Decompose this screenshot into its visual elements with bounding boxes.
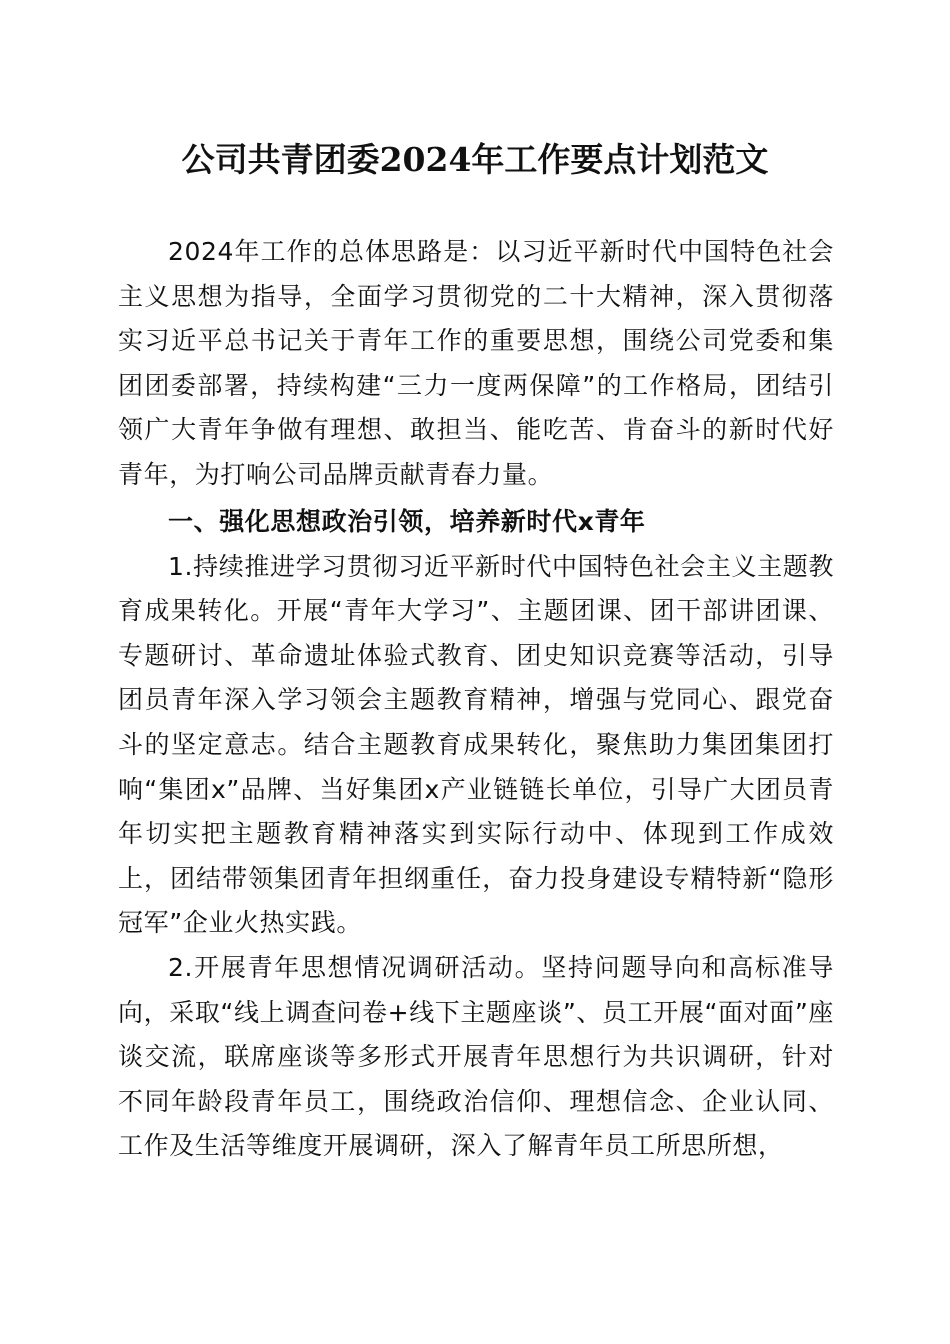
item-paragraph-1: 1.持续推进学习贯彻习近平新时代中国特色社会主义主题教育成果转化。开展“青年大学习”、主题团课、团干部讲团课、专题研讨、革命遗址体验式教育、团史知识竞赛等活动，引导团员青年深入学习领会主题教育精神，增强与党同心、跟党奋斗的坚定意志。结合主题教育成果转化，聚焦助力集团集团打响“集团x”品牌、当好集团x产业链链长单位，引导广大团员青年切实把主题教育精神落实到实际行动中、体现到工作成效上，团结带领集团青年担纲重任，奋力投身建设专精特新“隐形冠军”企业火热实践。 <box>118 551 834 938</box>
item-paragraph-2: 2.开展青年思想情况调研活动。坚持问题导向和高标准导向，采取“线上调查问卷+线下主题座谈”、员工开展“面对面”座谈交流，联席座谈等多形式开展青年思想行为共识调研，针对不同年龄段青年员工，围绕政治信仰、理想信念、企业认同、工作及生活等维度开展调研，深入了解青年员工所思所想， <box>118 952 834 1161</box>
intro-paragraph: 2024年工作的总体思路是：以习近平新时代中国特色社会主义思想为指导，全面学习贯彻党的二十大精神，深入贯彻落实习近平总书记关于青年工作的重要思想，围绕公司党委和集团团委部署，持续构建“三力一度两保障”的工作格局，团结引领广大青年争做有理想、敢担当、能吃苦、肯奋斗的新时代好青年，为打响公司品牌贡献青春力量。 <box>118 237 834 489</box>
document-title: 公司共青团委2024年工作要点计划范文 <box>181 140 769 179</box>
document-body <box>118 230 834 1169</box>
section-heading: 一、强化思想政治引领，培养新时代x青年 <box>168 506 646 536</box>
